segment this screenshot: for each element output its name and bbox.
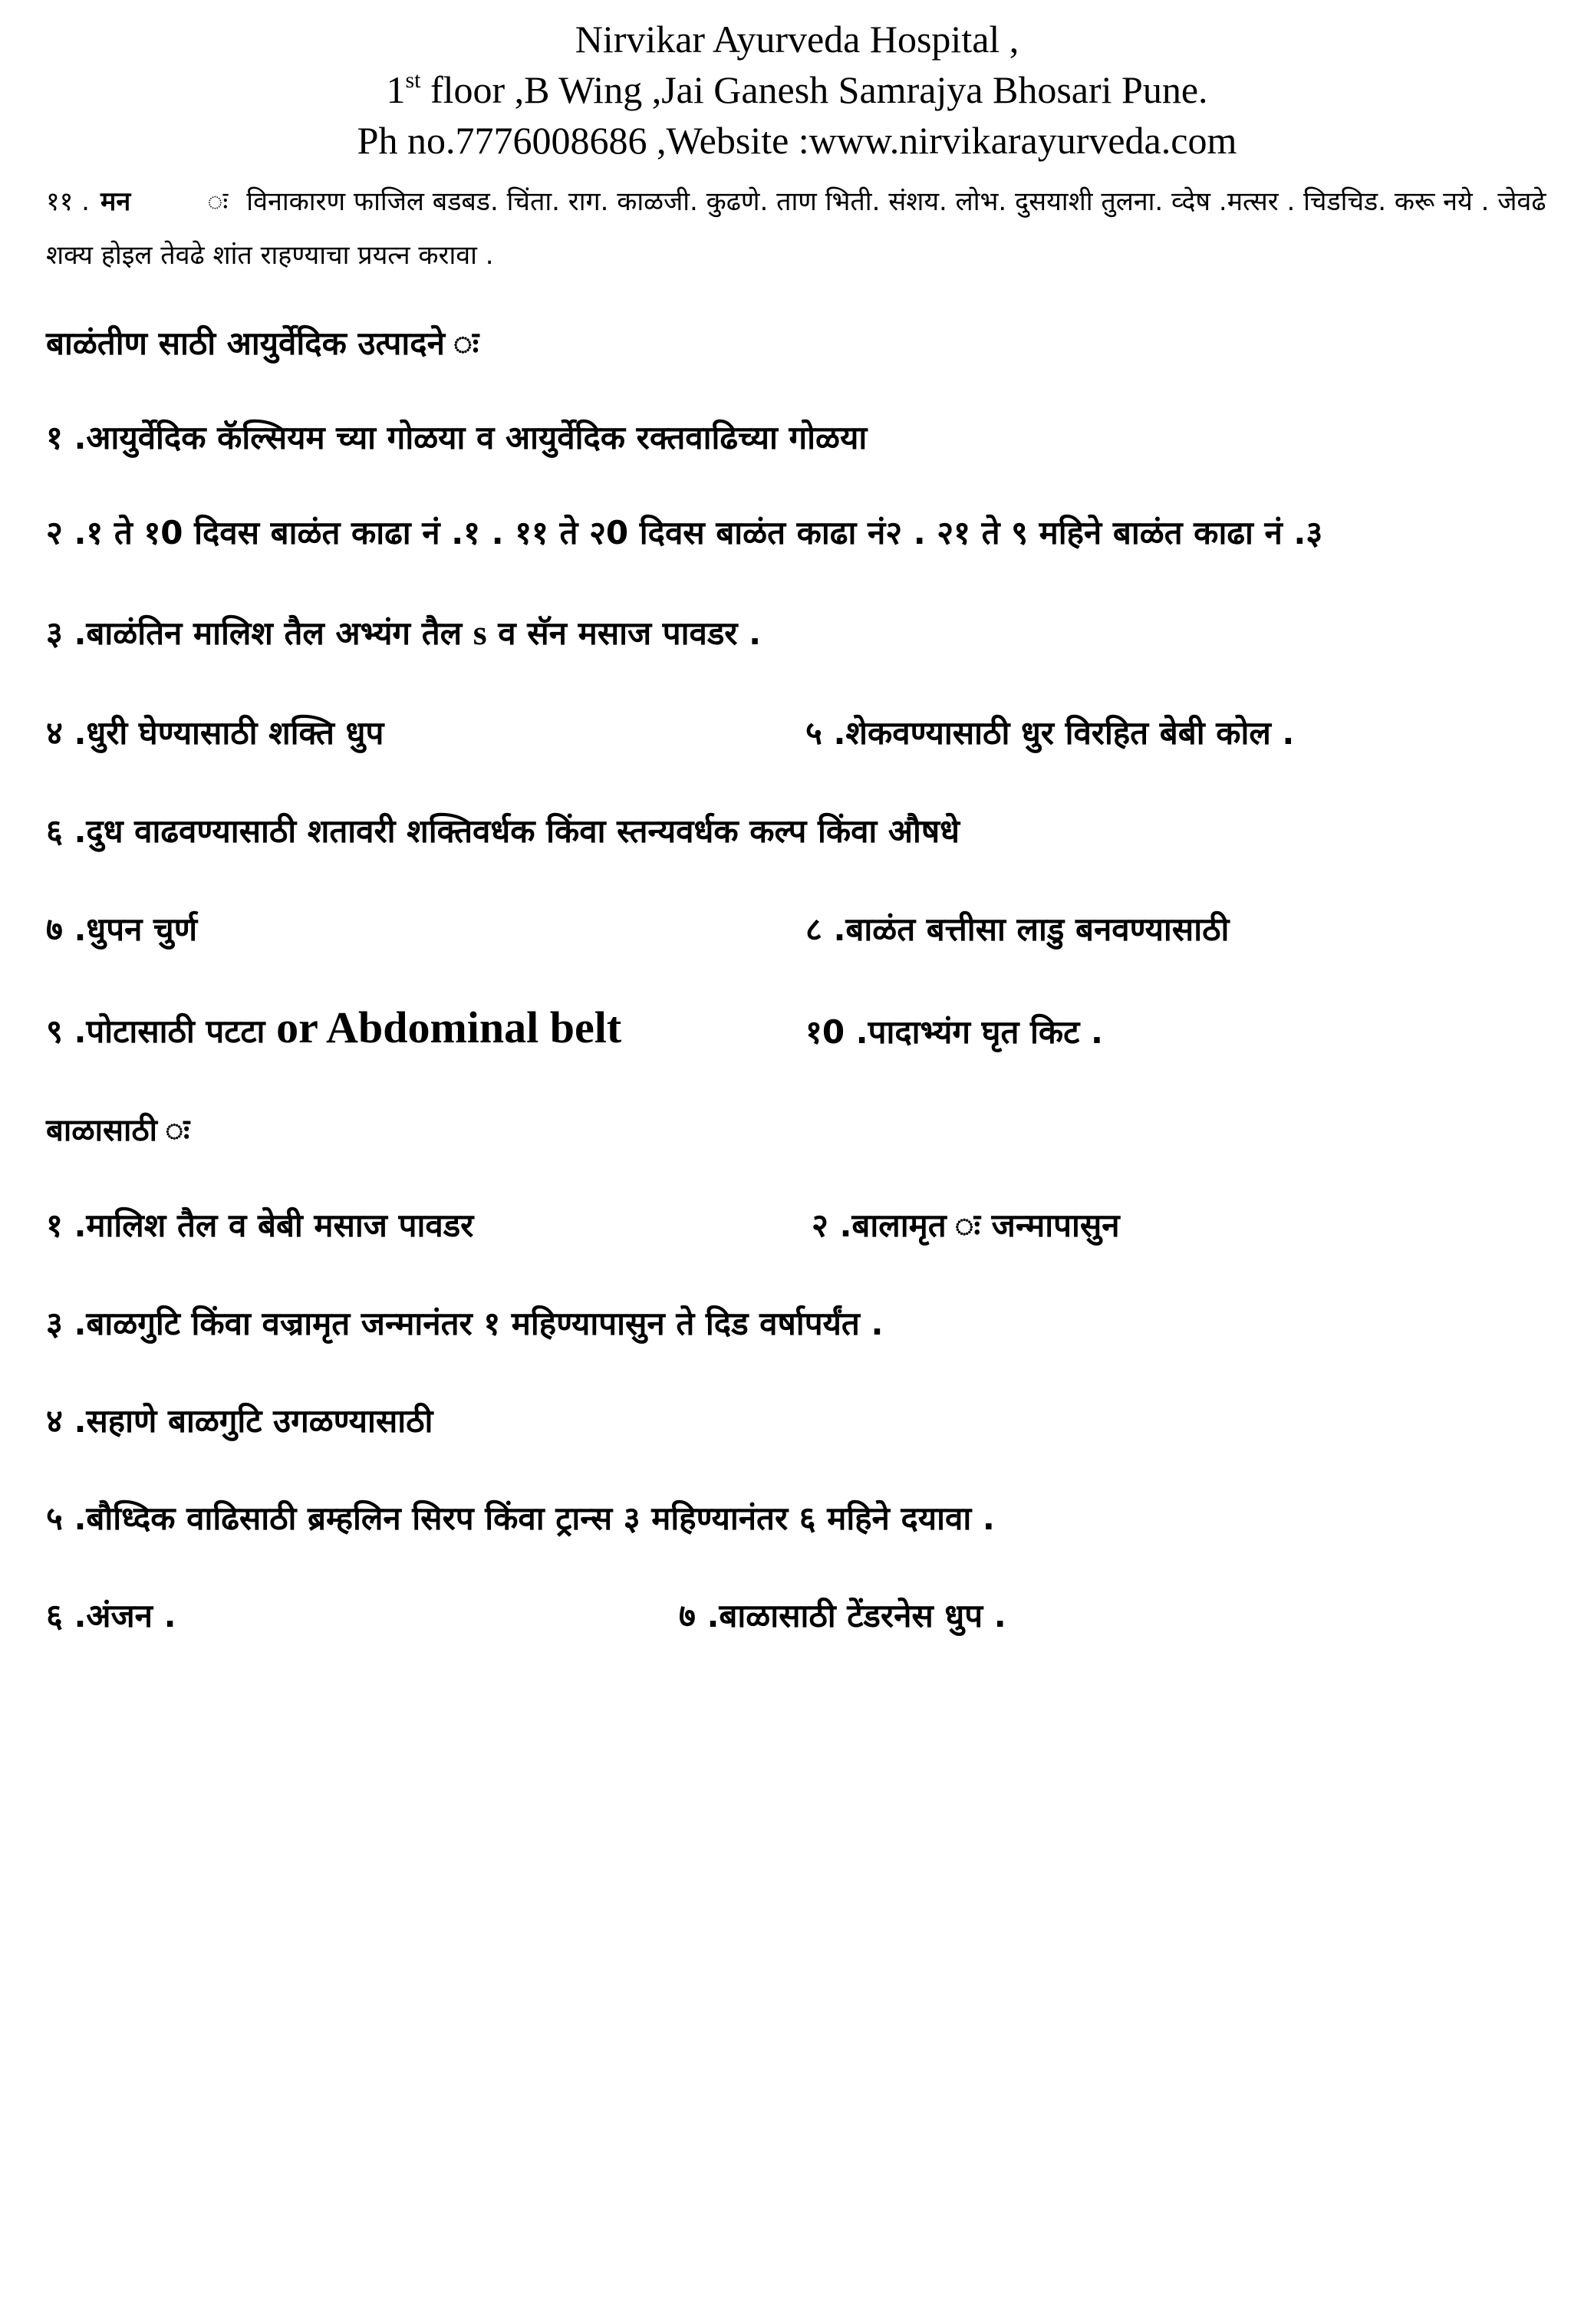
- address-text: floor ,B Wing ,Jai Ganesh Samrajya Bhosari Pune.: [420, 68, 1208, 111]
- baby-section-heading: बाळासाठी ः: [46, 1113, 190, 1148]
- mother-item-10: १0 .पादाभ्यंग घृत किट .: [805, 1013, 1103, 1051]
- mother-products-heading: बाळंतीण साठी आयुर्वेदिक उत्पादने ः: [46, 324, 479, 362]
- baby-item-4: ४ .सहाणे बाळगुटि उगळण्यासाठी: [46, 1402, 433, 1440]
- mother-item-9-text: ९ .पोटासाठी पटटा: [46, 1012, 277, 1050]
- baby-item-6: ६ .अंजन .: [46, 1597, 176, 1634]
- baby-item-3: ३ .बाळगुटि किंवा वज्रामृत जन्मानंतर १ महिण्यापासुन ते दिड वर्षापर्यंत .: [46, 1305, 884, 1342]
- hospital-address: [0, 64, 1594, 115]
- mother-item-2: २ .१ ते १0 दिवस बाळंत काढा नं .१ . ११ ते २0 दिवस बाळंत काढा नं२ . २१ ते ९ महिने बाळंत काढा नं .३: [46, 514, 1323, 551]
- mind-note-label: मन: [100, 186, 131, 217]
- baby-item-7: ७ .बाळासाठी टेंडरनेस धुप .: [679, 1597, 1006, 1634]
- mother-item-9: [46, 1002, 622, 1055]
- mother-item-1: १ .आयुर्वेदिक कॅल्सियम च्या गोळया व आयुर्वेदिक रक्तवाढिच्या गोळया: [46, 419, 868, 456]
- mother-item-8: ८ .बाळंत बत्तीसा लाडु बनवण्यासाठी: [805, 910, 1230, 948]
- mother-item-3-text-end: व सॅन मसाज पावडर .: [486, 614, 762, 652]
- mother-item-5: ५ .शेकवण्यासाठी धुर विरहित बेबी कोल .: [805, 714, 1295, 752]
- baby-item-5: ५ .बौध्दिक वाढिसाठी ब्रम्हलिन सिरप किंवा ट्रान्स ३ महिण्यानंतर ६ महिने दयावा .: [46, 1499, 995, 1537]
- baby-item-1: १ .मालिश तैल व बेबी मसाज पावडर: [46, 1206, 474, 1244]
- mind-note-number: ११ .: [46, 186, 90, 217]
- mind-note-text: विनाकारण फाजिल बडबड. चिंता. राग. काळजी. कुढणे. ताण भिती. संशय. लोभ. दुसयाशी तुलना. व्देष .मत्सर . चिडचिड. करू नये . जेवढे शक्य होइल तेवढे शांत राहण्याचा प्रयत्न करावा .: [46, 186, 1546, 271]
- address-ordinal: 1: [386, 68, 406, 111]
- mother-item-3-text: ३ .बाळंतिन मालिश तैल अभ्यंग तैल: [46, 614, 473, 652]
- mind-note-colon: ः: [207, 186, 229, 217]
- hospital-name: Nirvikar Ayurveda Hospital ,: [575, 18, 1019, 61]
- mind-note: [46, 175, 1550, 282]
- mother-item-9-latin: or Abdominal belt: [276, 1002, 622, 1052]
- mother-item-7: ७ .धुपन चुर्ण: [46, 910, 198, 948]
- mother-item-3-latin: s: [473, 613, 487, 652]
- baby-item-2: २ .बालामृत ः जन्मापासुन: [812, 1206, 1120, 1244]
- hospital-header: [0, 14, 1594, 166]
- hospital-contact: Ph no.7776008686 ,Website :www.nirvikarayurveda.com: [357, 119, 1237, 162]
- mother-item-3: [46, 610, 761, 657]
- mother-item-4: ४ .धुरी घेण्यासाठी शक्ति धुप: [46, 714, 384, 752]
- mother-item-6: ६ .दुध वाढवण्यासाठी शतावरी शक्तिवर्धक किंवा स्तन्यवर्धक कल्प किंवा औषधे: [46, 812, 960, 850]
- address-ordinal-suffix: st: [405, 67, 421, 93]
